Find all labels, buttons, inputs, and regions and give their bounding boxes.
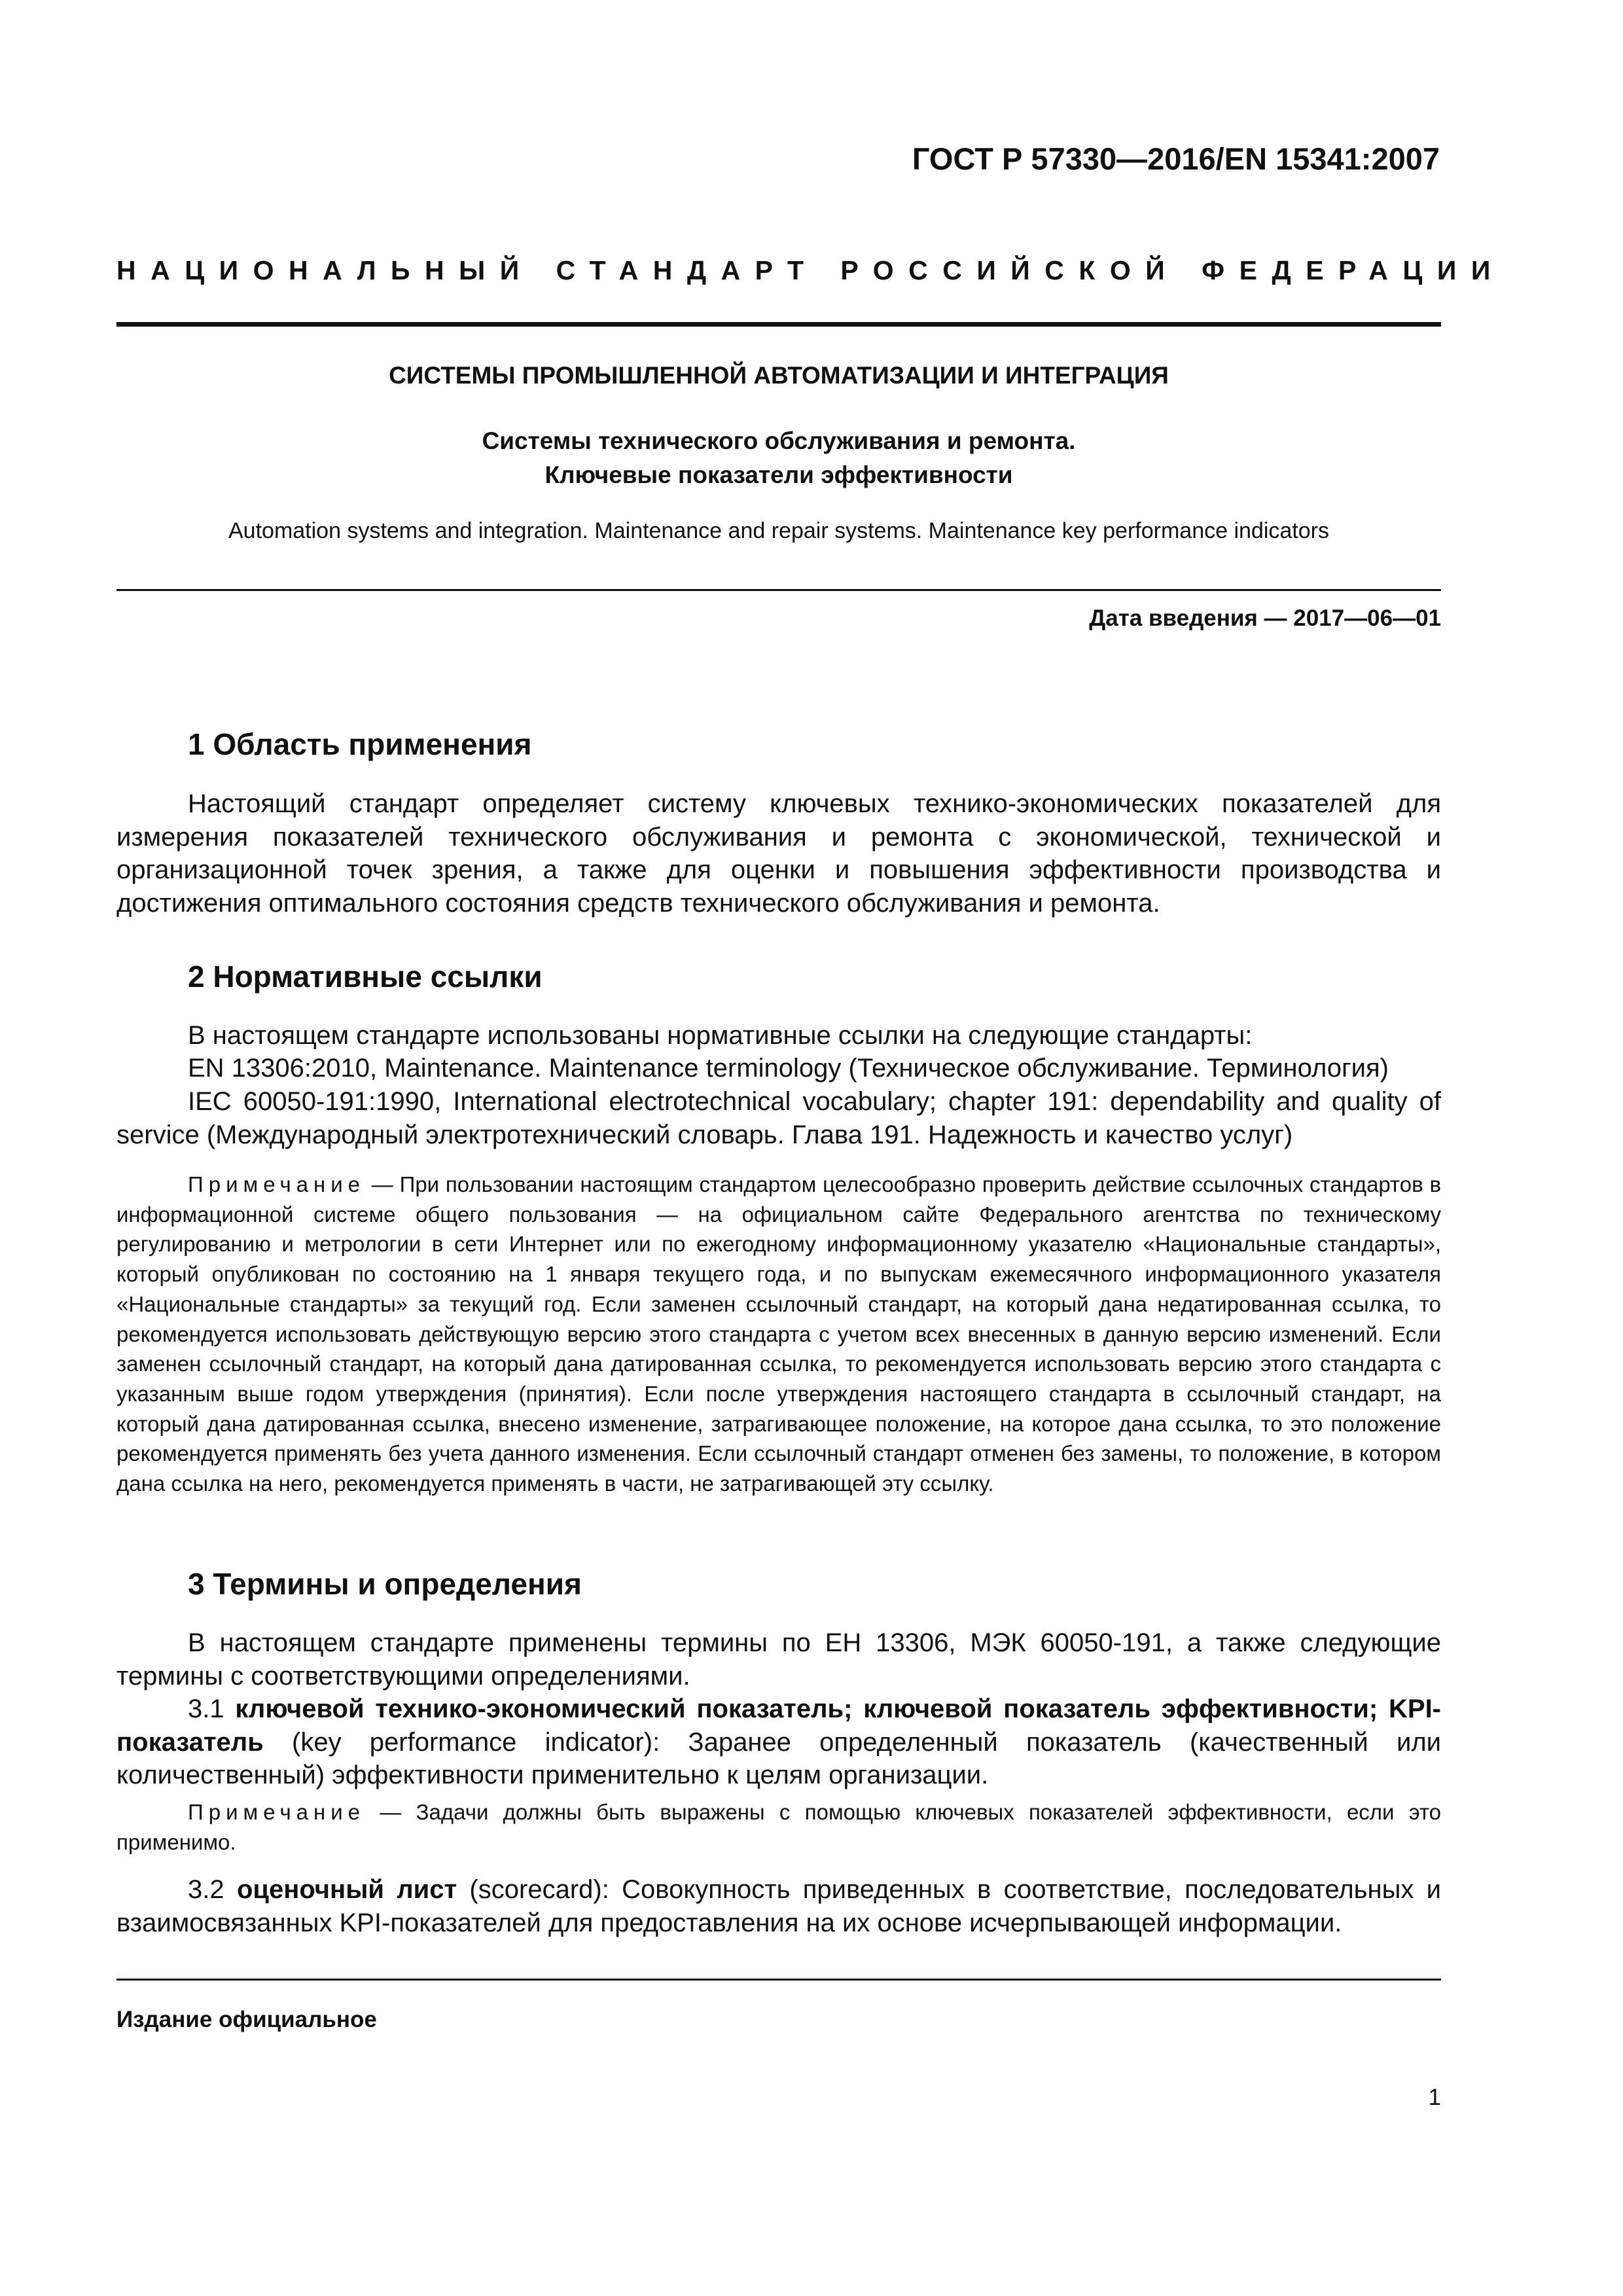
subtitle-line-1: Системы технического обслуживания и ремонта. bbox=[482, 427, 1076, 454]
document-subtitle bbox=[116, 424, 1441, 492]
title-divider bbox=[116, 589, 1441, 591]
note-text: — Задачи должны быть выражены с помощью ключевых показателей эффективности, если это применимо. bbox=[116, 1800, 1441, 1854]
note-text: — При пользовании настоящим стандартом целесообразно проверить действие ссылочных стандартов в информационной системе общего пользования — на официальном сайте Федерального агентства по техническому регулированию и метрологии в сети Интернет или по ежегодному информационному указателю «Национальные стандарты», который опубликован по состоянию на 1 января текущего года, и по выпускам ежемесячного информационного указателя «Национальные стандарты» за текущий год. Если заменен ссылочный стандарт, на который дана недатированная ссылка, то рекомендуется использовать действующую версию этого стандарта с учетом всех внесенных в данную версию изменений. Если заменен ссылочный стандарт, на который дана датированная ссылка, то рекомендуется использовать версию этого стандарта с указанным выше годом утверждения (принятия). Если после утверждения настоящего стандарта в ссылочный стандарт, на который дана датированная ссылка, внесено изменение, затрагивающее положение, на которое дана ссылка, то это положение рекомендуется применять без учета данного изменения. Если ссылочный стандарт отменен без замены, то положение, в котором дана ссылка на него, рекомендуется применять в части, не затрагивающей эту ссылку. bbox=[116, 1172, 1441, 1496]
section-1-text: Настоящий стандарт определяет систему ключевых технико-экономических показателей для измерения показателей технического обслуживания и ремонта с экономической, технической и организационной точек зрения, а также для оценки и повышения эффективности производства и достижения оптимального состояния средств технического обслуживания и ремонта. bbox=[116, 789, 1441, 918]
section-3-lead: В настоящем стандарте применены термины по ЕН 13306, МЭК 60050-191, а также следующие термины с соответствующими определениями. bbox=[116, 1628, 1441, 1691]
note-label: Примечание bbox=[188, 1172, 366, 1196]
section-3-heading: 3 Термины и определения bbox=[188, 1567, 582, 1601]
official-edition-label: Издание официальное bbox=[116, 2007, 377, 2032]
term-3-1-number: 3.1 bbox=[188, 1695, 236, 1723]
section-2-lead: В настоящем стандарте использованы нормативные ссылки на следующие стандарты: bbox=[188, 1021, 1253, 1050]
term-3-2-name: оценочный лист bbox=[236, 1875, 457, 1904]
introduction-date: Дата введения — 2017—06—01 bbox=[1089, 605, 1441, 631]
document-code: ГОСТ Р 57330—2016/EN 15341:2007 bbox=[912, 141, 1440, 176]
note-label: Примечание bbox=[188, 1800, 366, 1824]
section-2-heading: 2 Нормативные ссылки bbox=[188, 960, 543, 994]
section-3-note bbox=[116, 1797, 1441, 1857]
section-1-heading: 1 Область применения bbox=[188, 727, 532, 761]
national-standard-banner: НАЦИОНАЛЬНЫЙ СТАНДАРТ РОССИЙСКОЙ ФЕДЕРАЦИИ bbox=[116, 255, 1505, 285]
reference-en-13306: EN 13306:2010, Maintenance. Maintenance terminology (Техническое обслуживание. Терминология) bbox=[188, 1054, 1389, 1083]
term-3-1 bbox=[116, 1693, 1441, 1792]
term-3-2 bbox=[116, 1873, 1441, 1939]
page-number: 1 bbox=[1428, 2085, 1441, 2110]
document-title: СИСТЕМЫ ПРОМЫШЛЕННОЙ АВТОМАТИЗАЦИИ И ИНТЕГРАЦИЯ bbox=[389, 362, 1169, 389]
section-2-note bbox=[116, 1170, 1441, 1499]
english-title: Automation systems and integration. Maintenance and repair systems. Maintenance key performance indicators bbox=[228, 518, 1329, 543]
subtitle-line-2: Ключевые показатели эффективности bbox=[544, 461, 1013, 488]
footer-divider bbox=[116, 1979, 1441, 1981]
term-3-2-number: 3.2 bbox=[188, 1875, 237, 1904]
term-3-1-name: ключевой технико-экономический показатель; ключевой показатель эффективности; KPI-показатель bbox=[116, 1695, 1441, 1757]
term-3-1-definition: (key performance indicator): Заранее определенный показатель (качественный или количественный) эффективности применительно к целям организации. bbox=[116, 1727, 1441, 1789]
reference-iec-60050: IEC 60050-191:1990, International electrotechnical vocabulary; chapter 191: dependability and quality of service (Международный электротехнический словарь. Глава 191. Надежность и качество услуг) bbox=[116, 1087, 1441, 1149]
term-3-2-definition: (scorecard): Совокупность приведенных в соответствие, последовательных и взаимосвязанных KPI-показателей для предоставления на их основе исчерпывающей информации. bbox=[116, 1875, 1442, 1937]
header-divider bbox=[116, 322, 1441, 327]
